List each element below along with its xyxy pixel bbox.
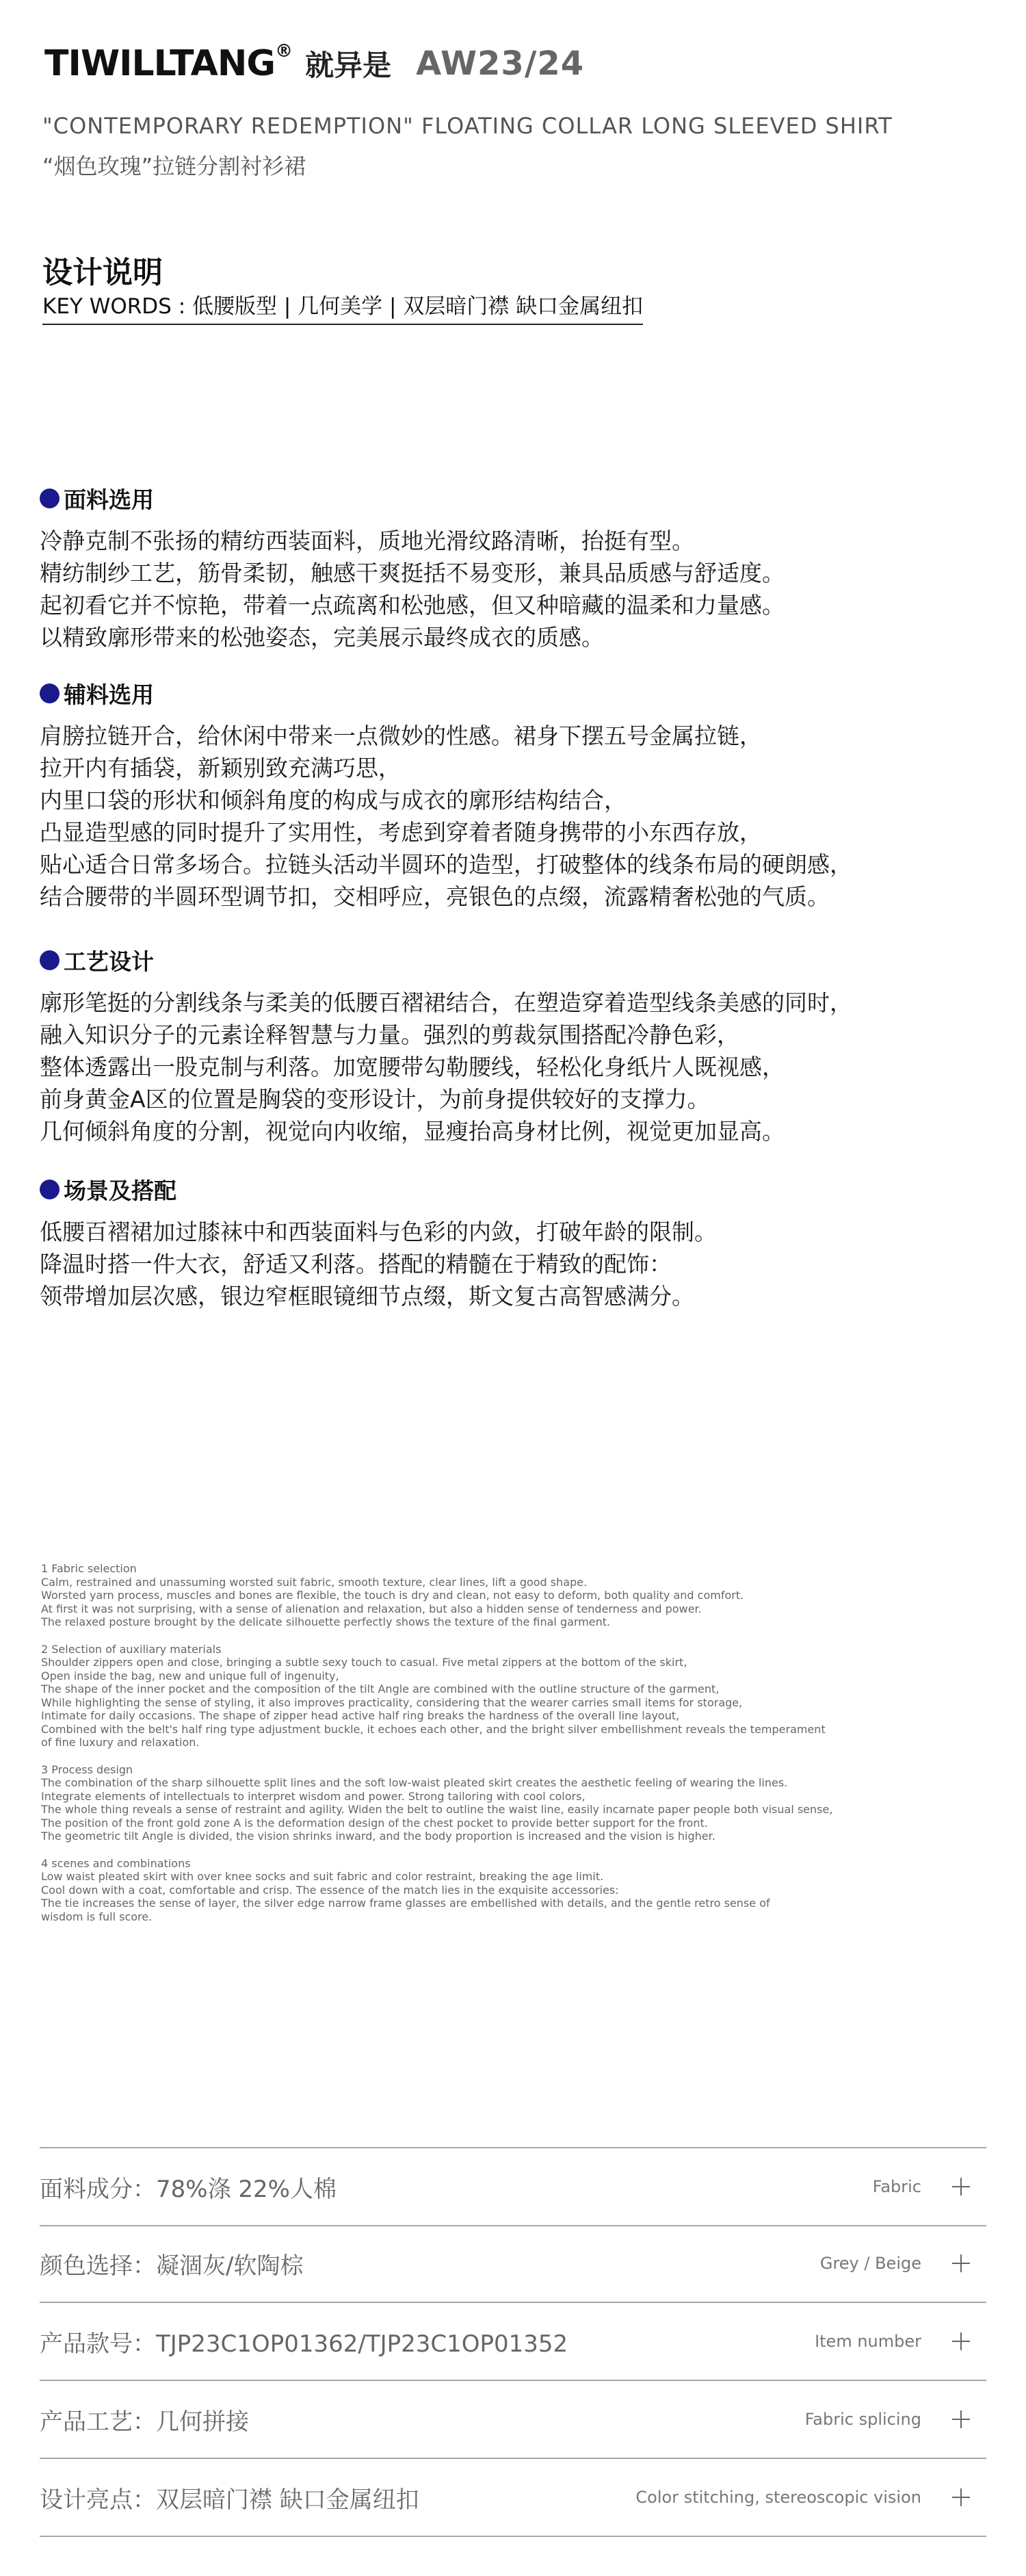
dot-icon (40, 489, 60, 508)
section-line: 降温时搭一件大衣，舒适又利落。搭配的精髓在于精致的配饰： (40, 1251, 672, 1277)
section-heading (40, 481, 997, 515)
section-line: 廓形笔挺的分割线条与柔美的低腰百褶裙结合，在塑造穿着造型线条美感的同时， (40, 989, 852, 1016)
brand-name-cn: 就异是 (305, 49, 392, 82)
english-group-fabric (41, 1562, 930, 1629)
design-heading: 设计说明 (42, 255, 163, 290)
section-fabric (40, 481, 997, 653)
english-line: The tie increases the sense of layer, the silver edge narrow frame glasses are embellished with details, and the gentle retro sense of (41, 1897, 770, 1910)
spec-en-label: Grey / Beige (819, 2254, 921, 2273)
spec-row-process[interactable] (40, 2381, 986, 2459)
section-process (40, 943, 997, 1147)
section-line: 领带增加层次感，银边窄框眼镜细节点缀，斯文复古高智感满分。 (40, 1283, 694, 1310)
english-line: The geometric tilt Angle is divided, the vision shrinks inward, and the body proportion is increased and the vision is higher. (41, 1830, 715, 1843)
english-line: The position of the front gold zone A is the deformation design of the chest pocket to provide better support for the front. (41, 1816, 708, 1830)
section-auxiliary (40, 676, 997, 913)
english-line: wisdom is full score. (41, 1910, 153, 1923)
spec-label: 产品款号：TJP23C1OP01362/TJP23C1OP01352 (40, 2330, 568, 2358)
brand-header (44, 40, 584, 88)
section-line: 起初看它并不惊艳，带着一点疏离和松弛感，但又种暗藏的温柔和力量感。 (40, 592, 785, 619)
brand-logo: TIWILLTANG (44, 43, 276, 84)
plus-icon[interactable] (952, 2178, 970, 2196)
section-line: 整体透露出一股克制与利落。加宽腰带勾勒腰线，轻松化身纸片人既视感， (40, 1054, 785, 1080)
section-line: 内里口袋的形状和倾斜角度的构成与成衣的廓形结构结合， (40, 787, 627, 814)
english-line: Open inside the bag, new and unique full of ingenuity, (41, 1669, 339, 1682)
plus-icon[interactable] (952, 2488, 970, 2506)
product-title-en: "CONTEMPORARY REDEMPTION" FLOATING COLLAR LONG SLEEVED SHIRT (42, 113, 893, 139)
section-line: 几何倾斜角度的分割，视觉向内收缩，显瘦抬高身材比例，视觉更加显高。 (40, 1118, 785, 1145)
english-line: Intimate for daily occasions. The shape of zipper head active half ring breaks the hardness of the overall line layout, (41, 1709, 680, 1722)
spec-en-label: Fabric splicing (804, 2410, 921, 2429)
english-line: While highlighting the sense of styling, it also improves practicality, considering that the wearer carries small items for storage, (41, 1695, 743, 1709)
section-line: 肩膀拉链开合，给休闲中带来一点微妙的性感。裙身下摆五号金属拉链， (40, 723, 762, 749)
dot-icon (40, 684, 60, 703)
english-line: The whole thing reveals a sense of restraint and agility. Widen the belt to outline the waist line, easily incarnate paper people both visual sense, (41, 1803, 833, 1816)
section-line: 结合腰带的半圆环型调节扣，交相呼应，亮银色的点缀，流露精奢松弛的气质。 (40, 883, 830, 910)
english-group-scenes (41, 1857, 930, 1924)
section-line: 精纺制纱工艺，筋骨柔韧，触感干爽挺括不易变形，兼具品质感与舒适度。 (40, 560, 785, 586)
spec-label: 产品工艺：几何拼接 (40, 2408, 249, 2436)
english-group-process (41, 1763, 930, 1843)
english-line: Combined with the belt's half ring type adjustment buckle, it echoes each other, and the bright silver embellishment reveals the temperament (41, 1722, 826, 1736)
english-line: The combination of the sharp silhouette split lines and the soft low-waist pleated skirt creates the aesthetic feeling of wearing the lines. (41, 1776, 788, 1789)
spec-en-label: Fabric (872, 2177, 921, 2196)
english-line: Cool down with a coat, comfortable and crisp. The essence of the match lies in the exquisite accessories: (41, 1883, 619, 1897)
dot-icon (40, 1180, 60, 1199)
dot-icon (40, 950, 60, 970)
spec-row-fabric[interactable] (40, 2147, 986, 2226)
section-scenes (40, 1172, 997, 1312)
section-heading (40, 943, 997, 977)
english-line: The shape of the inner pocket and the composition of the tilt Angle are combined with the outline structure of the garment, (41, 1682, 720, 1695)
english-line: 4 scenes and combinations (41, 1856, 191, 1870)
english-translation (41, 1562, 930, 1937)
english-line: Low waist pleated skirt with over knee socks and suit fabric and color restraint, breaking the age limit. (41, 1870, 604, 1883)
spec-en-label: Color stitching, stereoscopic vision (635, 2488, 921, 2507)
english-line: 1 Fabric selection (41, 1562, 137, 1575)
spec-row-highlights[interactable] (40, 2459, 986, 2537)
spec-row-color[interactable] (40, 2225, 986, 2303)
section-line: 拉开内有插袋，新颖别致充满巧思， (40, 755, 401, 781)
english-line: 3 Process design (41, 1762, 133, 1776)
section-heading (40, 1172, 997, 1206)
spec-label: 颜色选择：凝涸灰/软陶棕 (40, 2252, 304, 2280)
plus-icon[interactable] (952, 2410, 970, 2428)
english-line: At first it was not surprising, with a sense of alienation and relaxation, but also a hidden sense of tenderness and power. (41, 1602, 702, 1615)
english-line: Shoulder zippers open and close, bringing a subtle sexy touch to casual. Five metal zippers at the bottom of the skirt, (41, 1656, 687, 1669)
spec-label: 设计亮点：双层暗门襟 缺口金属纽扣 (40, 2486, 419, 2514)
english-line: Calm, restrained and unassuming worsted suit fabric, smooth texture, clear lines, lift a good shape. (41, 1575, 588, 1589)
spec-row-item-number[interactable] (40, 2303, 986, 2381)
product-title-cn: “烟色玫瑰”拉链分割衬衫裙 (42, 153, 306, 179)
english-line: Worsted yarn process, muscles and bones are flexible, the touch is dry and clean, not easy to deform, both quality and comfort. (41, 1589, 744, 1602)
section-title: 面料选用 (64, 486, 154, 513)
season-label: AW23/24 (416, 44, 585, 83)
plus-icon[interactable] (952, 2332, 970, 2350)
english-line: The relaxed posture brought by the delicate silhouette perfectly shows the texture of the final garment. (41, 1615, 611, 1628)
section-line: 融入知识分子的元素诠释智慧与力量。强烈的剪裁氛围搭配冷静色彩， (40, 1022, 739, 1048)
section-title: 工艺设计 (64, 948, 154, 975)
section-line: 低腰百褶裙加过膝袜中和西装面料与色彩的内敛，打破年龄的限制。 (40, 1219, 717, 1245)
spec-label: 面料成分：78%涤 22%人棉 (40, 2175, 337, 2203)
section-heading (40, 676, 997, 710)
section-line: 前身黄金A区的位置是胸袋的变形设计，为前身提供较好的支撑力。 (40, 1086, 710, 1113)
english-line: of fine luxury and relaxation. (41, 1736, 200, 1749)
english-line: 2 Selection of auxiliary materials (41, 1642, 222, 1656)
section-title: 辅料选用 (64, 681, 154, 708)
spec-en-label: Item number (815, 2332, 921, 2351)
registered-mark: ® (275, 41, 293, 62)
keywords-line: KEY WORDS : 低腰版型 | 几何美学 | 双层暗门襟 缺口金属纽扣 (42, 289, 643, 325)
section-title: 场景及搭配 (64, 1177, 176, 1204)
section-line: 凸显造型感的同时提升了实用性，考虑到穿着者随身携带的小东西存放， (40, 819, 762, 846)
plus-icon[interactable] (952, 2254, 970, 2272)
english-line: Integrate elements of intellectuals to interpret wisdom and power. Strong tailoring with cool colors, (41, 1789, 586, 1803)
section-line: 冷静克制不张扬的精纺西装面料，质地光滑纹路清晰，抬挺有型。 (40, 528, 694, 554)
section-line: 以精致廓形带来的松弛姿态，完美展示最终成衣的质感。 (40, 624, 604, 651)
english-group-auxiliary (41, 1643, 930, 1749)
section-line: 贴心适合日常多场合。拉链头活动半圆环的造型，打破整体的线条布局的硬朗感， (40, 851, 852, 878)
